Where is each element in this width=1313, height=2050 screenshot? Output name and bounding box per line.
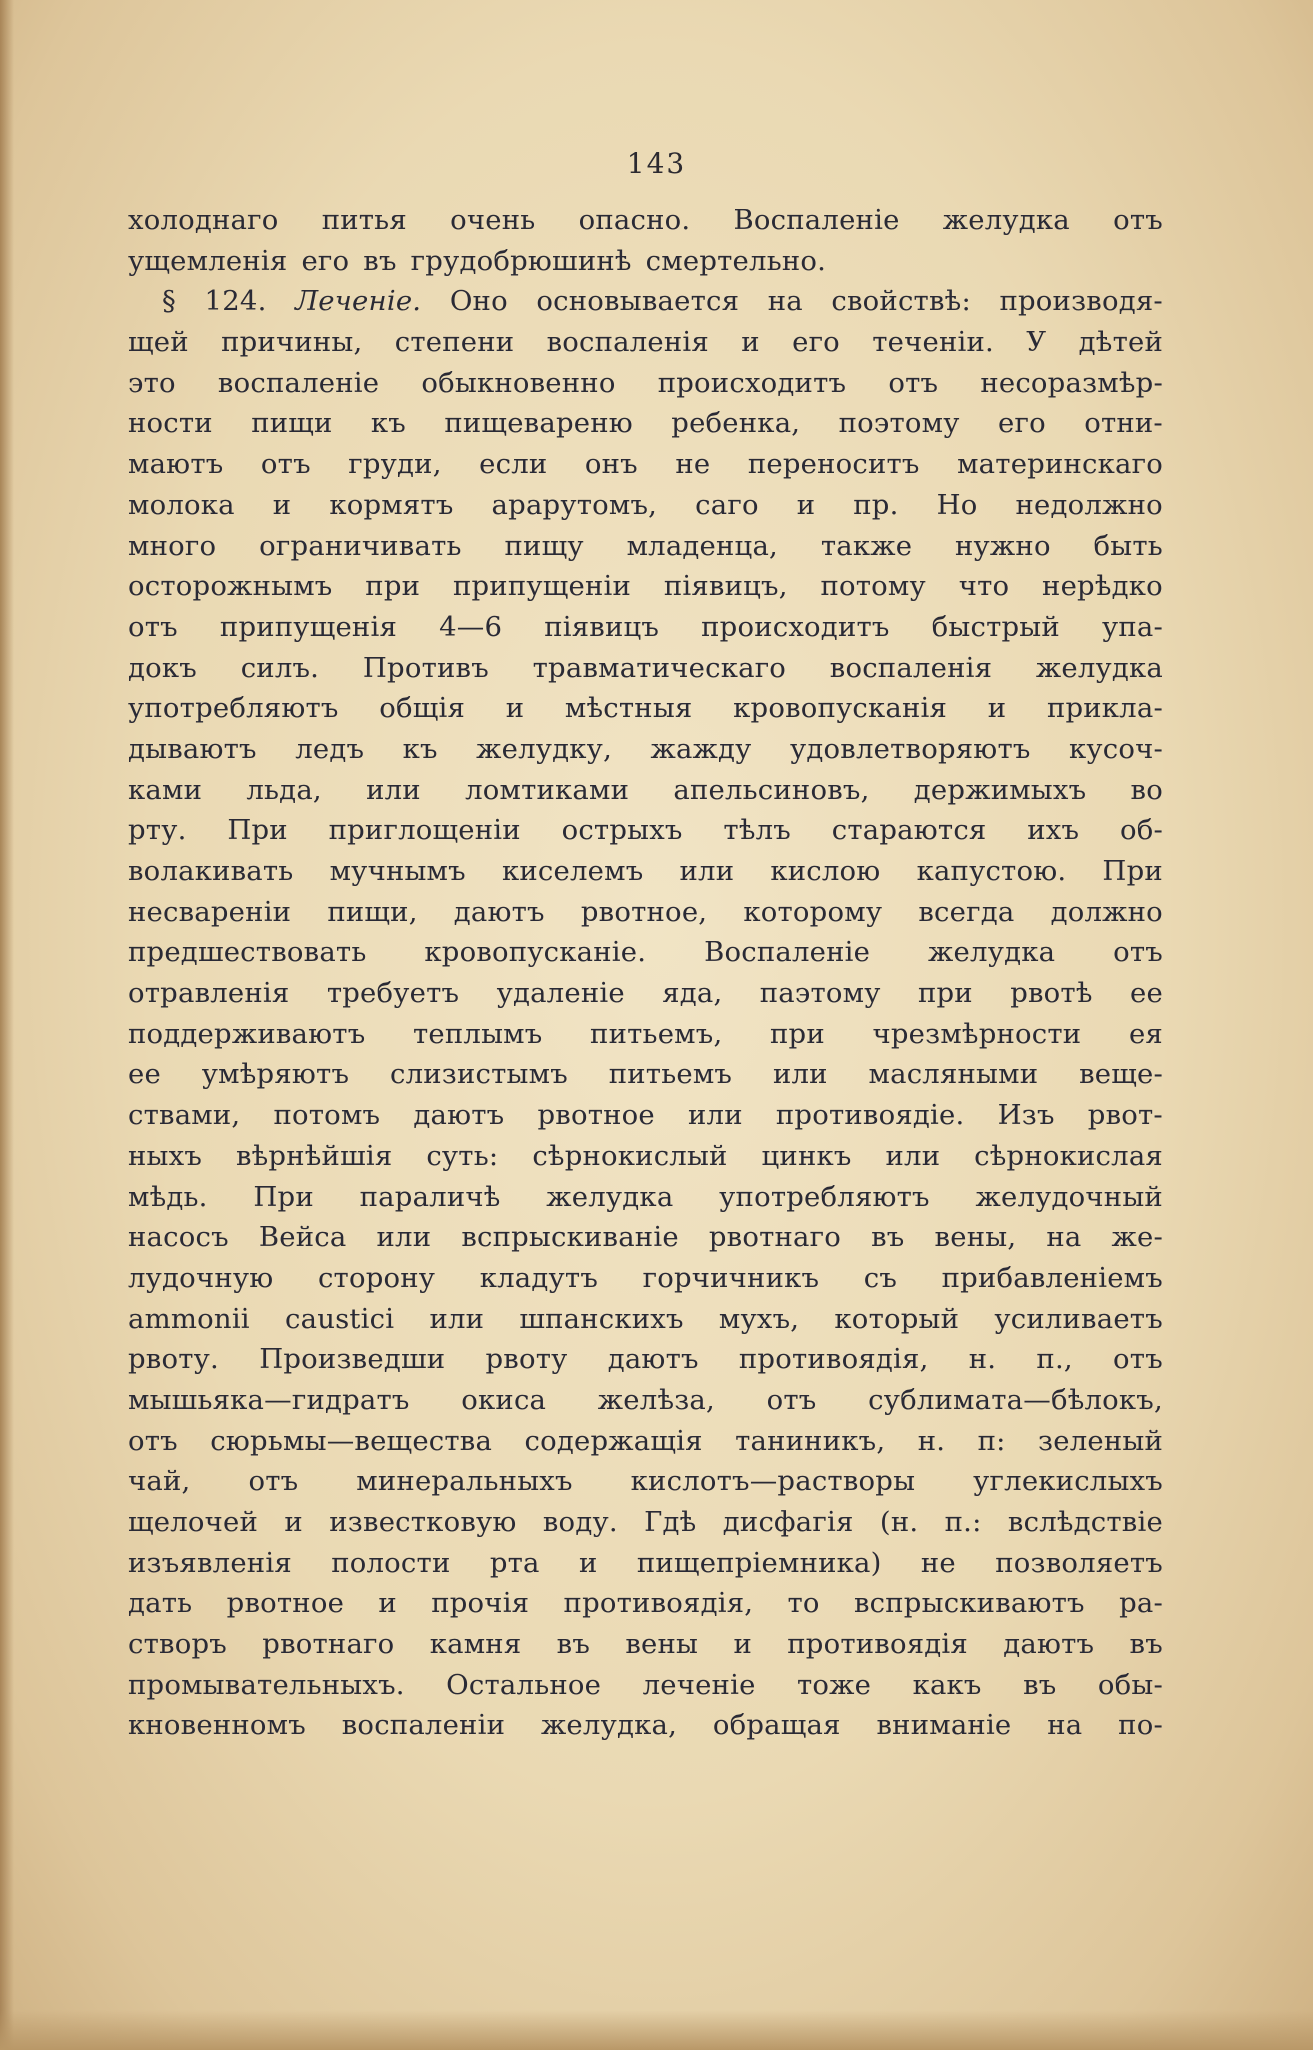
text-line: ками льда, или ломтиками апельсиновъ, держимыхъ во [128,773,1163,806]
text-line: поддерживаютъ теплымъ питьемъ, при чрезмѣрности ея [128,1017,1163,1050]
text-line: волакивать мучнымъ киселемъ или кислою капустою. При [128,855,1163,887]
text-line: лудочную сторону кладутъ горчичникъ съ прибавленіемъ [128,1261,1163,1294]
body-text [128,204,1163,1750]
text-line: отъ припущенія 4—6 піявицъ происходитъ быстрый упа- [128,610,1163,643]
text-line: дываютъ ледъ къ желудку, жажду удовлетворяютъ кусоч- [128,732,1163,765]
text-line: отъ сюрьмы—вещества содержащія таниникъ, н. п: зеленый [128,1424,1163,1457]
text-line: щей причины, степени воспаленія и его теченіи. У дѣтей [128,326,1163,359]
text-line: докъ силъ. Противъ травматическаго воспаленія желудка [128,651,1163,684]
text-line: рту. При приглощеніи острыхъ тѣлъ стараются ихъ об- [128,814,1163,847]
text-line: чай, отъ минеральныхъ кислотъ—растворы углекислыхъ [128,1465,1163,1498]
text-line: щелочей и известковую воду. Гдѣ дисфагія (н. п.: вслѣдствіе [128,1506,1163,1538]
text-line: ущемленія его въ грудобрюшинѣ смертельно. [128,244,827,277]
text-line: створъ рвотнаго камня въ вены и противоядія даютъ въ [128,1628,1163,1661]
text-line: несвареніи пищи, даютъ рвотное, которому всегда должно [128,895,1163,928]
page-number: 143 [626,147,687,180]
text-line: мѣдь. При параличѣ желудка употребляютъ желудочный [128,1180,1163,1213]
text-line: ее умѣряютъ слизистымъ питьемъ или масляными веще- [128,1058,1163,1091]
text-line: холоднаго питья очень опасно. Воспаленіе желудка отъ [128,204,1163,236]
page-bottom-edge-shadow [0,2010,1313,2050]
text-line: ствами, потомъ даютъ рвотное или противоядіе. Изъ рвот- [128,1099,1163,1132]
text-line: предшествовать кровопусканіе. Воспаленіе желудка отъ [128,936,1163,969]
text-line: это воспаленіе обыкновенно происходитъ отъ несоразмѣр- [128,366,1163,399]
text-line: дать рвотное и прочія противоядія, то вспрыскиваютъ ра- [128,1587,1163,1620]
text-line: ammonii caustici или шпанскихъ мухъ, который усиливаетъ [128,1302,1163,1335]
text-line: молока и кормятъ арарутомъ, саго и пр. Но недолжно [128,488,1163,521]
text-line: мышьяка—гидратъ окиса желѣза, отъ сублимата—бѣлокъ, [128,1383,1163,1416]
text-line: отравленія требуетъ удаленіе яда, паэтому при рвотѣ ее [128,977,1163,1010]
text-line: употребляютъ общія и мѣстныя кровопусканія и прикла- [128,692,1163,725]
text-line: § 124. Леченіе. Оно основывается на свойствѣ: производя- [162,285,1163,318]
text-line: маютъ отъ груди, если онъ не переноситъ материнскаго [128,448,1163,481]
text-line: много ограничивать пищу младенца, также нужно быть [128,529,1163,562]
text-line: промывательныхъ. Остальное леченіе тоже какъ въ обы- [128,1668,1163,1701]
text-line: рвоту. Произведши рвоту даютъ противоядія, н. п., отъ [128,1343,1163,1376]
text-line: кновенномъ воспаленіи желудка, обращая вниманіе на по- [128,1709,1163,1742]
text-line: насосъ Вейса или вспрыскиваніе рвотнаго въ вены, на же- [128,1221,1163,1254]
text-line: ности пищи къ пищевареню ребенка, поэтому его отни- [128,407,1163,440]
page-left-edge-shadow [0,0,14,2050]
text-line: осторожнымъ при припущеніи піявицъ, потому что нерѣдко [128,570,1163,603]
text-line: ныхъ вѣрнѣйшія суть: сѣрнокислый цинкъ или сѣрнокислая [128,1139,1163,1172]
text-line: изъявленія полости рта и пищепріемника) не позволяетъ [128,1546,1163,1579]
